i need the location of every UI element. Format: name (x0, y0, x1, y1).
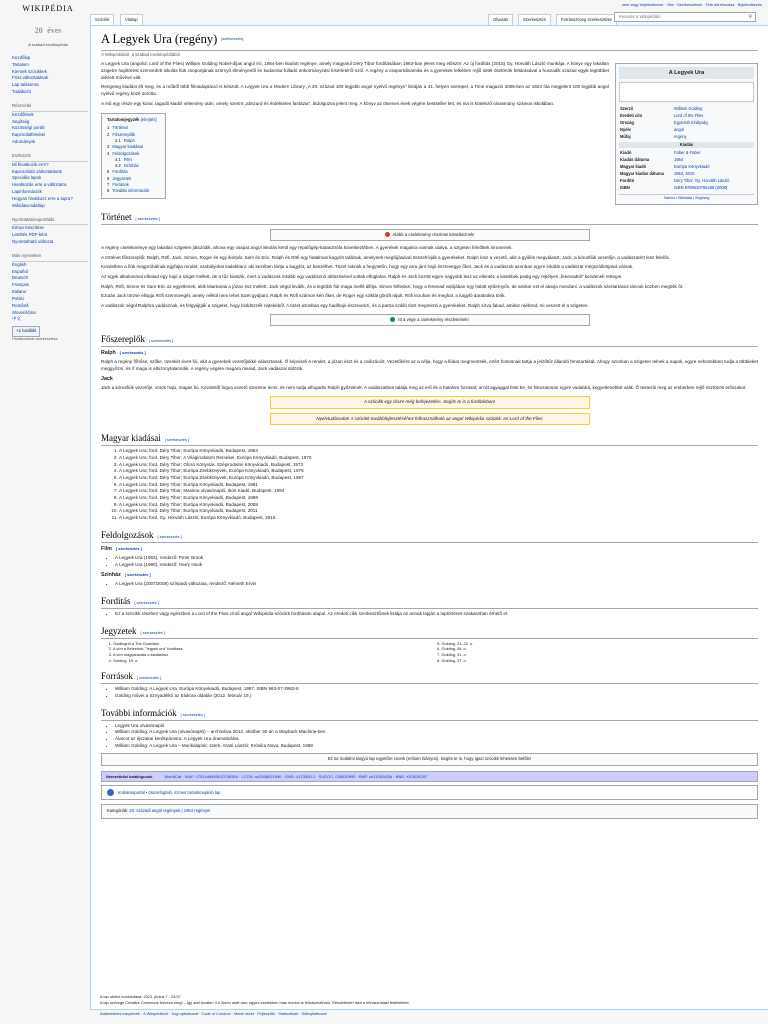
tab-article[interactable]: Szócikk (90, 14, 114, 25)
edit-links-link[interactable]: Hivatkozások szerkesztése (12, 336, 58, 341)
sidebar-link[interactable]: Lapinformációk (12, 189, 42, 195)
section-heading-characters: Főszereplők [ szerkesztés ] (101, 333, 758, 347)
sidebar-heading-tools: Eszközök (12, 153, 88, 162)
theatre-list (115, 581, 758, 588)
subsection-heading-film: Film [ szerkesztés ] (101, 545, 142, 552)
reference-item[interactable]: 4. Golding, 10. o. (113, 658, 430, 664)
sidebar-link[interactable]: Könyv készítése (12, 225, 44, 231)
section-heading-notes: Jegyzetek [ szerkesztés ] (101, 625, 758, 639)
section-heading-story: Történet [ szerkesztés ] (101, 211, 758, 225)
toc-item[interactable]: 4.2 Színház (115, 163, 139, 169)
story-paragraph: A regény cselekménye egy lakatlan szigeten játszódik, ahova egy csapat angol iskolás kerül egy repülőgép-katasztrófa következtében. A gyerekek magukra vannak utalva, a szigeten felnőttek nincsenek. (101, 244, 513, 250)
infobox-key: Kiadás dátuma (620, 157, 650, 163)
section-heading-sources: Források [ szerkesztés ] (101, 670, 758, 684)
portal-link[interactable]: Irodalomportál • összefoglaló, színes tartalomajánló lap (118, 789, 221, 795)
subsection-heading-ralph: Ralph [ szerkesztés ] (101, 349, 146, 356)
edition-item: 6. A Legyek Ura; ford. Déry Tibor; Európa Könyvkiadó, Budapest, 1991 (119, 482, 758, 489)
sidebar-link[interactable]: Nyomtatható változat (12, 239, 54, 245)
footer-links[interactable]: Adatvédelmi irányelvek · A Wikipédiáról · Jogi nyilatkozat · Code of Conduct · Mobil nézet · Fejlesztők · Statisztikák · Sütinyilatkozat (100, 1010, 327, 1016)
infobox-key: Magyar kiadás dátuma (620, 171, 664, 177)
editions-list (119, 448, 758, 521)
further-link[interactable]: • William Golding: A Legyek Ura – Munkalapok; szerk. Arató László; Krónika Nova, Budapest, 1998 (115, 743, 758, 750)
infobox-row (619, 126, 754, 133)
story-paragraph: Ezután Jack törzse ellopja Röfi szemüvegét, amely nélkül nem lehet tüzet gyújtani. Ralph és Röfi számon kéri őket, de Roger egy sziklát gördít rájuk: Röfi lezuhan és meghal, a kagyló darabokra törik. (101, 293, 506, 299)
ralph-paragraph: Ralph a regény főhőse, szőke, tizenkét éves fiú, akit a gyerekek vezetőjükké választanak. Ő képviseli a rendet, a józan észt és a civilizációt. Vezetőként az a célja, hogy a fiúkat megmentsék, ezért fontosnak tartja a jelzőtűz állandó fenntartását. Ahogy azonban a szigeten telnek a napok, egyre nehezebben tudja a többieket meggyőzni, és ő maga is elbizonytalanodik. A regény végére magára marad, Jack vadászai üldözik. (101, 359, 758, 372)
authority-control (101, 771, 758, 783)
portal-icon (107, 789, 114, 796)
sidebar-heading-languages: Más nyelveken (12, 253, 88, 262)
infobox-value[interactable]: ISBN 9789630785259 (2008) (674, 185, 728, 191)
subsection-heading-theatre: Színház [ szerkesztés ] (101, 571, 151, 578)
sidebar-link[interactable]: Kezdőknek (12, 111, 34, 117)
sidebar-link[interactable]: Segítség (12, 118, 30, 124)
film-item: • A Legyek Ura (1963), rendező: Peter Brook (115, 555, 758, 562)
sidebar-tools (12, 162, 88, 210)
sidebar-link[interactable]: Deutsch (12, 275, 29, 281)
infobox-row (619, 164, 754, 171)
search-icon[interactable]: ⚲ (748, 14, 752, 20)
spoiler-end: Itt a vége a cselekmény részleteinek! (270, 314, 590, 326)
edition-item: 1. A Legyek Ura; ford. Déry Tibor; Európa Könyvkiadó, Budapest, 1963 (119, 448, 758, 455)
sidebar-link[interactable]: Lap találomra (12, 82, 39, 88)
reference-item[interactable]: 5. Golding, 21–22. o. (442, 641, 759, 647)
infobox-section-edition: Kiadás (619, 142, 754, 148)
sidebar (12, 55, 88, 343)
infobox (615, 63, 758, 204)
sidebar-languages (12, 262, 88, 323)
further-link[interactable]: • Legyek Ura olvasónapló (115, 723, 758, 730)
intro-paragraph: Rengeteg kiadást élt meg, és a műből több filmadaptáció is készült. A Legyek Ura a Modern Library „A 20. század 100 legjobb angol nyelvű regénye” listáján a 41. helyen szerepel, a Time magazin 2005-ben az 1923 óta megjelent 100 legjobb angol nyelvű regény közé sorolta. (101, 84, 609, 96)
toc-hide-link[interactable]: [elrejtés] (140, 117, 157, 123)
intro-paragraph: A Legyek Ura (angolul: Lord of the Flies) William Golding Nobel-díjas angol író, 1954-ben kiadott regénye, amely magyarul Déry Tibor fordításában 1963-ban jelent meg először. Az új fordítás (2015) Gy. Horváth László munkája. A könyv egy lakatlan szigetre hajótörést szenvedett iskolás fiúk csoportjának szörnyű élményeiről és kudarcba fulladó önkormányzási kísérletéről szól. A regény a csoportdinamika és a gyerekek lelkében rejlő sötét ösztönök feltárásával a huszadik század egyik legtöbbet idézett művévé vált. (101, 61, 609, 80)
toc-item[interactable]: 2 Főszereplők (107, 131, 136, 137)
toc-item[interactable]: 4 Feldolgozások (107, 150, 140, 156)
infobox-row (619, 171, 754, 178)
toc-title: Tartalomjegyzék [elrejtés] (107, 117, 157, 123)
sidebar-link[interactable]: Italiano (12, 289, 27, 295)
category-links (101, 804, 758, 818)
edit-section-link[interactable]: [ szerkesztés ] (140, 630, 165, 635)
sidebar-link[interactable]: Français (12, 282, 29, 288)
sidebar-print (12, 225, 88, 245)
sidebar-link[interactable]: Română (12, 302, 29, 308)
further-link[interactable]: • William Golding: A Legyek Ura (olvasónapló) – archiválva 2012. október 30-án a Wayback Machine-ben (115, 729, 758, 736)
tab-talk[interactable]: Vitalap (120, 14, 143, 25)
infobox-key: Műfaj (620, 133, 631, 139)
edit-section-link[interactable]: [ szerkesztés ] (134, 601, 159, 606)
film-list (115, 555, 758, 568)
section-heading-adaptations: Feldolgozások [ szerkesztés ] (101, 529, 758, 543)
further-links-list (115, 723, 758, 750)
sidebar-link[interactable]: Kezdőlap (12, 55, 31, 60)
edit-section-link[interactable]: [ szerkesztés ] (135, 216, 160, 221)
infobox-row (619, 112, 754, 119)
infobox-value[interactable]: angol (674, 126, 685, 132)
search-placeholder: Keresés a Wikipédián (619, 14, 661, 19)
toc-item[interactable]: 6 Jegyzetek (107, 175, 132, 181)
infobox-value[interactable]: 1954 (674, 157, 684, 163)
tab-edit-source[interactable]: Forrásszöveg szerkesztése (556, 14, 617, 25)
sidebar-link[interactable]: Közösségi portál (12, 125, 45, 131)
reference-item[interactable]: 7. Golding, 31. o. (442, 652, 759, 658)
infobox-row (619, 119, 754, 126)
wikipedia-logo[interactable] (8, 3, 88, 49)
sidebar-link[interactable]: Slovenščina (12, 309, 36, 315)
source-item[interactable]: • Golding művei a Sznyadélkó az Eluliora oldalán (2012. február 19.) (115, 693, 758, 700)
source-item[interactable]: • William Golding: A Legyek Ura, Európa Könyvkiadó, Budapest, 1987, ISBN 963-07-3983-6 (115, 686, 758, 693)
section-heading-editions: Magyar kiadásai [ szerkesztés ] (101, 432, 758, 446)
edition-item: 3. A Legyek Ura; ford. Déry Tibor; Olcsó Könyvtár, Szépirodalmi Könyvkiadó, Budapest, 1973 (119, 462, 758, 469)
infobox-key: Magyar kiadó (620, 164, 647, 170)
toc-item[interactable]: 4.1 Film (115, 156, 132, 162)
category-label: Kategóriák: (107, 808, 129, 814)
toc-item[interactable]: 1 Történet (107, 125, 128, 131)
search-input[interactable] (614, 12, 756, 22)
sidebar-link[interactable]: Adományok (12, 139, 36, 145)
sidebar-link[interactable]: Kapcsolatfelvétel (12, 132, 46, 138)
theatre-item: • A Legyek Ura (2007/2008) színpadi változata, rendező: Németh Ervin (115, 581, 758, 588)
edition-item: 10. A Legyek Ura; ford. Déry Tibor; Európa Könyvkiadó, Budapest, 2011 (119, 508, 758, 515)
infobox-row (619, 185, 754, 192)
page-title: A Legyek Ura (regény) [szerkesztés] (101, 30, 758, 51)
infobox-value[interactable]: Lord of the Flies (674, 112, 704, 118)
toc-item[interactable]: 2.1 Ralph (115, 137, 135, 143)
tab-read[interactable]: Olvasás (488, 14, 513, 25)
infobox-value[interactable]: 1963, 2015 (674, 171, 695, 177)
logo-tagline: A szabad enciklopédia (28, 41, 68, 47)
film-item: • A Legyek Ura (1990), rendező: Harry Hook (115, 562, 758, 569)
sidebar-link[interactable]: Kiemelt szócikkek (12, 68, 47, 74)
infobox-title: A Legyek Ura (619, 67, 754, 79)
toc-item[interactable]: 3 Magyar kiadásai (107, 144, 143, 150)
incomplete-notice: A szócikk egy része még befejezetlen. Segíts te is a fordításban! (270, 396, 590, 409)
infobox-rows-edition (619, 150, 754, 192)
infobox-key: Fordító (620, 178, 635, 184)
infobox-value[interactable]: Európa Könyvkiadó (674, 164, 710, 170)
authority-links[interactable]: WorldCat · VIAF: 1751448495010748300 · LCCN: no2006021990 · GND: 4123300-1 · SUDOC: 028030990 · BNF: cb11952835r · BNE: XX3035257 (164, 773, 428, 779)
toc-item[interactable]: 5 Fordítás (107, 169, 128, 175)
edition-item: 5. A Legyek Ura; ford. Déry Tibor; Európa Zsebkönyvek, Európa Könyvkiadó, Budapest, 1987 (119, 475, 758, 482)
sidebar-participate (12, 112, 88, 146)
warning-icon (385, 232, 390, 237)
infobox-key: Eredeti cím (620, 112, 643, 118)
edit-section-link[interactable]: [ szerkesztés ] (157, 534, 182, 539)
references-col (442, 641, 759, 664)
sidebar-link[interactable]: Mi hivatkozik erre? (12, 161, 49, 167)
infobox-row (619, 105, 754, 112)
sidebar-link[interactable]: Speciális lapok (12, 175, 42, 181)
sidebar-heading-print: Nyomtatás/exportálás (12, 217, 88, 226)
edit-section-link[interactable]: [ szerkesztés ] (164, 438, 189, 443)
edition-item: 4. A Legyek Ura; ford. Déry Tibor; Európa Zsebkönyvek, Európa Könyvkiadó, Budapest, 1976 (119, 468, 758, 475)
reference-item[interactable]: 6. Golding, 26. o. (442, 646, 759, 652)
section-heading-more: További információk [ szerkesztés ] (101, 707, 758, 721)
sidebar-link[interactable]: Polski (12, 295, 24, 301)
reference-item[interactable]: 2. A cím a Belzebub, "legyek ura" fordítása (113, 646, 430, 652)
license: A lap szövege Creative Commons Nevezd meg! – Így add tovább! 4.0 licenc alatt van; egyes esetekben más módon is felhasználható. Részletekért lásd a felhasználási feltételeket. (100, 1000, 410, 1006)
story-paragraph: Ralph, Röfi, Simon és Sam-Eric az egyetlenek, akik kitartanak a józan ész mellett. Jack végül kiválik, és a legtöbb fiút maga mellé állítja. Simon felfedezi, hogy a fenevad valójában egy halott ejtőernyős, de amikor ezt el akarja mondani, a vadászok szertartásos táncuk közben megölik őt. (101, 283, 684, 289)
sidebar-link[interactable]: Friss változtatások (12, 75, 49, 81)
sidebar-main (12, 55, 88, 96)
infobox-value[interactable]: Faber & Faber (674, 150, 701, 156)
check-icon (390, 317, 395, 322)
stub-notice: Ez az irodalmi tárgyú lap egyelőre csonk (erősen hiányos). Segíts te is, hogy igazi szócikk lehessen belőle! (101, 753, 758, 765)
infobox-value[interactable]: regény (674, 133, 687, 139)
edition-item: 8. A Legyek Ura; ford. Déry Tibor; Európa Könyvkiadó, Budapest, 1998 (119, 495, 758, 502)
article-content (90, 25, 768, 1010)
last-modified: A lap utolsó módosítása: 2023. június 7., 23:57 (100, 994, 181, 999)
infobox-row (619, 150, 754, 157)
infobox-value[interactable]: Egyesült Királyság (674, 119, 708, 125)
infobox-row (619, 133, 754, 140)
footer (100, 994, 760, 1017)
title-edit-link[interactable]: [szerkesztés] (221, 37, 244, 42)
reference-item[interactable]: 3. A cím magyarázata a kiadáshoz (113, 652, 430, 658)
portal-bar (101, 785, 758, 800)
edition-item: 9. A Legyek Ura; ford. Déry Tibor; Európa Könyvkiadó, Budapest, 2008 (119, 502, 758, 509)
sidebar-link[interactable]: 中文 (12, 316, 21, 322)
story-paragraph: A történet főszereplői: Ralph, Röfi, Jack, Simon, Roger és egy ikerpár, Sam és Eric. Ralph és Röfi egy hatalmas kagylót találnak, amelynek megfújásával összehívják a gyerekeket. Ralph lesz a vezető, akit a gyűlés megválaszt; Jack, a kórusfiúk vezetője, a vadászatért lesz felelős. (101, 254, 671, 260)
edition-item: 7. A Legyek Ura; ford. Déry Tibor; Maxima olvasónapló, Ikon Kiadó, Budapest, 1994 (119, 488, 758, 495)
edition-item: 2. A Legyek Ura; ford. Déry Tibor; A Világirodalom Remekei, Európa Könyvkiadó, Budapest, 1970 (119, 455, 758, 462)
category-items[interactable]: 20. századi angol regények | 1954 regényei (129, 808, 211, 814)
tab-edit[interactable]: Szerkesztés (518, 14, 551, 25)
table-of-contents (101, 113, 166, 198)
sidebar-link[interactable]: Hivatkozás erre a változatra (12, 182, 67, 188)
sidebar-link[interactable]: English (12, 261, 27, 267)
spoiler-warning: Alább a cselekmény részletei következnek! (270, 229, 590, 241)
edit-section-link[interactable]: [ szerkesztés ] (115, 546, 142, 551)
references-col (113, 641, 430, 664)
infobox-key: Nyelv (620, 126, 631, 132)
sidebar-link[interactable]: Letöltés PDF-ként (12, 232, 48, 238)
references (101, 641, 758, 664)
intro-paragraph: A mű egy része egy korai, tagadó kiadói vélemény után, amely szerint „abszurd és érdektelen fantázia”, átdolgozva jelent meg. A könyv az ötvenes évek végére bestseller lett, és ma is kötelező olvasmány számos iskolában. (101, 100, 555, 106)
edit-section-link[interactable]: [ szerkesztés ] (119, 350, 146, 355)
sidebar-link[interactable]: Español (12, 268, 28, 274)
toc-item[interactable]: 7 Források (107, 182, 129, 188)
add-languages-button[interactable]: +1 további (12, 326, 40, 337)
jack-paragraph: Jack a kórusfiúk vezetője, vörös hajú, magas fiú. Kezdettől fogva vezető szeretne lenni, és nem tudja elfogadni Ralph győzelmét. A vadászatban találja meg az erő és a hatalom forrását; arcát agyaggal festi be, és fokozatosan egyre vadabbá, kegyetlenebbé válik. Ő testesíti meg az emberben rejlő ösztönös erőszakot. (101, 385, 747, 391)
story-paragraph: A vadászok végül Ralphra vadásznak, és felgyújtják a szigetet, hogy kiüldözzék rejtekéből. A tüzet azonban egy hadihajó észreveszi, és a partra szálló tiszt megmenti a gyerekeket. Ralph sírva fakad, amikor ráébred, mi veszett el a szigeten. (101, 302, 589, 308)
edit-section-link[interactable]: [ szerkesztés ] (180, 712, 205, 717)
story-paragraph: Az egyik alkalommal elhalad egy hajó a sziget mellett, de a tűz kialszik, mert a vadászok inkább egy vaddisznó üldözésével voltak elfoglalva. Ralph és Jack között egyre nagyobb lesz az ellentét, a kisebbek pedig egy rejtélyes „fenevadtól” kezdenek rettegni. (101, 273, 623, 279)
further-link[interactable]: • Álarcot az éjszakai kerékpárosra: A Legyek Ura dramatizálva (115, 736, 758, 743)
sidebar-link[interactable]: Kapcsolódó változtatások (12, 168, 62, 174)
logo-wordmark: WIKIPÉDIA (22, 4, 74, 13)
infobox-rows-main (619, 105, 754, 140)
infobox-row (619, 178, 754, 185)
edition-item: 11. A Legyek Ura; ford. Gy. Horváth László; Európa Könyvkiadó, Budapest, 2015 (119, 515, 758, 522)
toc-items (107, 125, 157, 194)
book-cover-image[interactable] (619, 82, 754, 102)
infobox-value[interactable]: William Golding (674, 105, 703, 111)
sources-list (115, 686, 758, 699)
edit-section-link[interactable]: [ szerkesztés ] (137, 676, 162, 681)
sidebar-link[interactable]: Wikidata-adatlap (12, 202, 45, 208)
infobox-key: ISBN (620, 185, 630, 191)
infobox-key: Szerző (620, 105, 634, 111)
sidebar-heading-participate: Részvétel (12, 103, 88, 112)
reference-item[interactable]: 1. Goldingról a The Guardian (113, 641, 430, 647)
infobox-footer[interactable]: Sablon • Wikidata • Segítség (619, 194, 754, 201)
infobox-value[interactable]: Déry Tibor, Gy. Horváth László (674, 178, 730, 184)
page-subtitle: A Wikipédiából, a szabad enciklopédiából (101, 52, 180, 58)
toc-item[interactable]: 8 További információk (107, 188, 150, 194)
section-heading-translation: Fordítás [ szerkesztés ] (101, 595, 758, 609)
infobox-row (619, 157, 754, 164)
authority-label: Nemzetközi katalógusok (106, 773, 153, 779)
edit-section-link[interactable]: [ szerkesztés ] (124, 572, 151, 577)
translation-notice: Nyelvtudásodat! A szócikk továbbfejlesztéséhez felhasználható az angol Wikipédia szócikk: en:Lord of the Flies (270, 413, 590, 426)
personal-tools[interactable]: nem vagy bejelentkezve · Vita · Szerkesztések · Fiók létrehozása · Bejelentkezés (621, 2, 762, 7)
infobox-key: Ország (620, 119, 634, 125)
story-paragraph: Kezdetben a fiúk megpróbálnak egyfajta rendet, szabályokat kialakítani: aki kezében tartja a kagylót, az beszélhet. Tüzet raknak a hegytetőn, hogy egy arra járó hajó észrevegye őket. Jack és a vadászok azonban egyre inkább a vadászat megszállottjaivá válnak. (101, 264, 634, 270)
reference-item[interactable]: 8. Golding, 37. o. (442, 658, 759, 664)
translation-note: • Ez a szócikk részben vagy egészben a Lord of the Flies című angol Wikipédia-szócikk fordításán alapul. Az eredeti cikk szerkesztőinek listája az annak lapján a laptörténet szakaszban érhető el. (115, 611, 758, 618)
subsection-heading-jack: Jack (101, 375, 113, 382)
infobox-key: Kiadó (620, 150, 632, 156)
sidebar-link[interactable]: Tartalom (12, 61, 29, 67)
sidebar-link[interactable]: Tudakozó (12, 89, 32, 95)
logo-anniversary: 20 éves (34, 25, 62, 35)
sidebar-link[interactable]: Hogyan hivatkozz erre a lapra? (12, 195, 73, 201)
edit-section-link[interactable]: [ szerkesztés ] (149, 338, 174, 343)
